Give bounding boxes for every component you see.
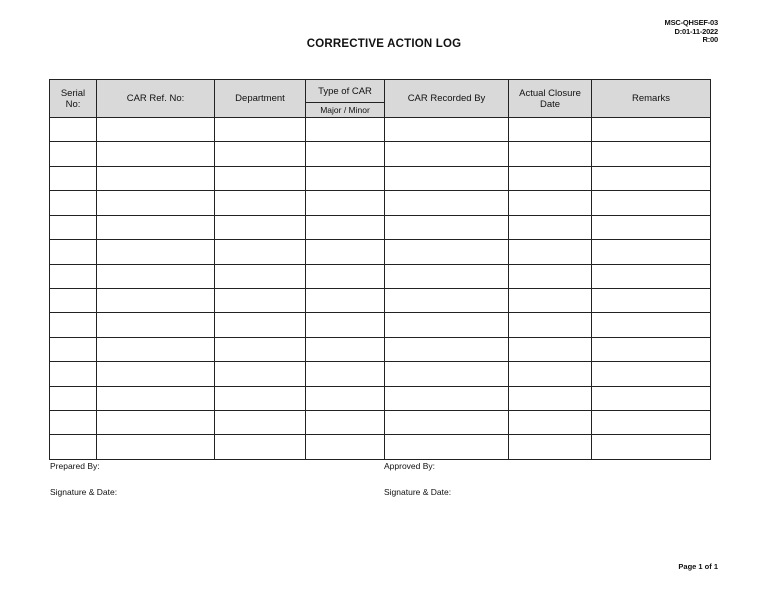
table-cell[interactable] xyxy=(385,337,509,361)
table-cell[interactable] xyxy=(592,118,711,142)
table-cell[interactable] xyxy=(385,191,509,215)
table-cell[interactable] xyxy=(509,215,592,239)
doc-revision: R:00 xyxy=(702,35,718,44)
table-cell[interactable] xyxy=(50,411,97,435)
table-cell[interactable] xyxy=(306,142,385,166)
table-cell[interactable] xyxy=(50,118,97,142)
table-cell[interactable] xyxy=(50,288,97,312)
page-title: CORRECTIVE ACTION LOG xyxy=(306,38,462,50)
table-cell[interactable] xyxy=(509,288,592,312)
table-cell[interactable] xyxy=(97,362,215,386)
table-cell[interactable] xyxy=(306,411,385,435)
table-cell[interactable] xyxy=(215,386,306,410)
table-cell[interactable] xyxy=(50,191,97,215)
table-cell[interactable] xyxy=(215,215,306,239)
table-cell[interactable] xyxy=(592,411,711,435)
doc-code: MSC-QHSEF-03 xyxy=(664,18,718,27)
table-cell[interactable] xyxy=(385,435,509,460)
table-cell[interactable] xyxy=(97,215,215,239)
table-cell[interactable] xyxy=(509,191,592,215)
table-cell[interactable] xyxy=(215,118,306,142)
table-cell[interactable] xyxy=(592,215,711,239)
col-header-actual-closure-date: Actual Closure Date xyxy=(509,80,592,118)
table-row xyxy=(50,142,711,166)
table-row xyxy=(50,240,711,264)
table-row xyxy=(50,215,711,239)
table-cell[interactable] xyxy=(215,313,306,337)
table-cell[interactable] xyxy=(509,240,592,264)
table-cell[interactable] xyxy=(50,386,97,410)
table-cell[interactable] xyxy=(385,386,509,410)
table-cell[interactable] xyxy=(306,337,385,361)
table-row xyxy=(50,191,711,215)
table-cell[interactable] xyxy=(592,386,711,410)
table-cell[interactable] xyxy=(509,362,592,386)
table-cell[interactable] xyxy=(306,215,385,239)
col-header-type-of-car: Type of CAR xyxy=(306,80,385,103)
table-cell[interactable] xyxy=(385,142,509,166)
table-cell[interactable] xyxy=(509,313,592,337)
table-cell[interactable] xyxy=(306,166,385,190)
table-cell[interactable] xyxy=(592,191,711,215)
table-cell[interactable] xyxy=(385,313,509,337)
table-cell[interactable] xyxy=(215,264,306,288)
table-cell[interactable] xyxy=(97,264,215,288)
table-cell[interactable] xyxy=(509,142,592,166)
col-header-car-recorded-by: CAR Recorded By xyxy=(385,80,509,118)
table-cell[interactable] xyxy=(509,337,592,361)
table-cell[interactable] xyxy=(385,264,509,288)
table-cell[interactable] xyxy=(97,411,215,435)
table-cell[interactable] xyxy=(97,240,215,264)
table-row xyxy=(50,362,711,386)
table-cell[interactable] xyxy=(50,215,97,239)
table-cell[interactable] xyxy=(215,362,306,386)
table-cell[interactable] xyxy=(97,386,215,410)
table-cell[interactable] xyxy=(385,240,509,264)
table-cell[interactable] xyxy=(97,142,215,166)
table-cell[interactable] xyxy=(306,386,385,410)
table-cell[interactable] xyxy=(50,264,97,288)
table-cell[interactable] xyxy=(97,288,215,312)
table-cell[interactable] xyxy=(592,288,711,312)
table-row xyxy=(50,313,711,337)
table-cell[interactable] xyxy=(592,435,711,460)
prepared-signature-date-label: Signature & Date: xyxy=(50,487,118,497)
table-cell[interactable] xyxy=(509,411,592,435)
approved-signature-date-label: Signature & Date: xyxy=(384,487,452,497)
table-row xyxy=(50,118,711,142)
table-cell[interactable] xyxy=(50,240,97,264)
table-cell[interactable] xyxy=(97,118,215,142)
table-body xyxy=(50,118,711,460)
table-row xyxy=(50,386,711,410)
table-cell[interactable] xyxy=(50,337,97,361)
table-cell[interactable] xyxy=(215,435,306,460)
table-cell[interactable] xyxy=(509,166,592,190)
table-row xyxy=(50,264,711,288)
table-cell[interactable] xyxy=(306,264,385,288)
table-cell[interactable] xyxy=(509,264,592,288)
table-cell[interactable] xyxy=(509,118,592,142)
table-cell[interactable] xyxy=(215,337,306,361)
table-cell[interactable] xyxy=(50,313,97,337)
page-number: Page 1 of 1 xyxy=(678,562,718,571)
table-cell[interactable] xyxy=(592,264,711,288)
table-cell[interactable] xyxy=(215,411,306,435)
table-cell[interactable] xyxy=(385,166,509,190)
prepared-by-label: Prepared By: xyxy=(50,461,100,471)
table-cell[interactable] xyxy=(592,313,711,337)
approved-by-label: Approved By: xyxy=(384,461,436,471)
table-cell[interactable] xyxy=(50,362,97,386)
table-cell[interactable] xyxy=(592,337,711,361)
table-cell[interactable] xyxy=(385,288,509,312)
doc-date: D:01-11-2022 xyxy=(674,26,718,36)
table-cell[interactable] xyxy=(306,435,385,460)
col-header-department: Department xyxy=(215,80,306,118)
table-cell[interactable] xyxy=(97,435,215,460)
table-cell[interactable] xyxy=(592,240,711,264)
table-row xyxy=(50,166,711,190)
table-cell[interactable] xyxy=(50,435,97,460)
table-cell[interactable] xyxy=(97,166,215,190)
table-cell[interactable] xyxy=(215,288,306,312)
table-cell[interactable] xyxy=(50,142,97,166)
table-cell[interactable] xyxy=(97,313,215,337)
col-header-serial-no: Serial No: xyxy=(50,80,97,118)
table-row xyxy=(50,411,711,435)
table-cell[interactable] xyxy=(385,118,509,142)
table-cell[interactable] xyxy=(592,166,711,190)
table-row xyxy=(50,337,711,361)
table-cell[interactable] xyxy=(509,386,592,410)
table-row xyxy=(50,435,711,460)
table-cell[interactable] xyxy=(385,215,509,239)
table-cell[interactable] xyxy=(385,362,509,386)
corrective-action-table xyxy=(49,79,711,460)
table-cell[interactable] xyxy=(592,142,711,166)
col-subheader-major-minor: Major / Minor xyxy=(306,103,385,118)
table-cell[interactable] xyxy=(215,191,306,215)
table-cell[interactable] xyxy=(306,362,385,386)
col-header-remarks: Remarks xyxy=(592,80,711,118)
table-cell[interactable] xyxy=(215,240,306,264)
table-cell[interactable] xyxy=(306,288,385,312)
table-cell[interactable] xyxy=(97,191,215,215)
table-cell[interactable] xyxy=(306,313,385,337)
table-cell[interactable] xyxy=(97,337,215,361)
col-header-car-ref-no: CAR Ref. No: xyxy=(97,80,215,118)
table-cell[interactable] xyxy=(306,118,385,142)
table-cell[interactable] xyxy=(306,191,385,215)
table-cell[interactable] xyxy=(215,142,306,166)
table-cell[interactable] xyxy=(306,240,385,264)
table-cell[interactable] xyxy=(592,362,711,386)
table-cell[interactable] xyxy=(215,166,306,190)
table-cell[interactable] xyxy=(50,166,97,190)
table-cell[interactable] xyxy=(385,411,509,435)
table-row xyxy=(50,288,711,312)
table-cell[interactable] xyxy=(509,435,592,460)
